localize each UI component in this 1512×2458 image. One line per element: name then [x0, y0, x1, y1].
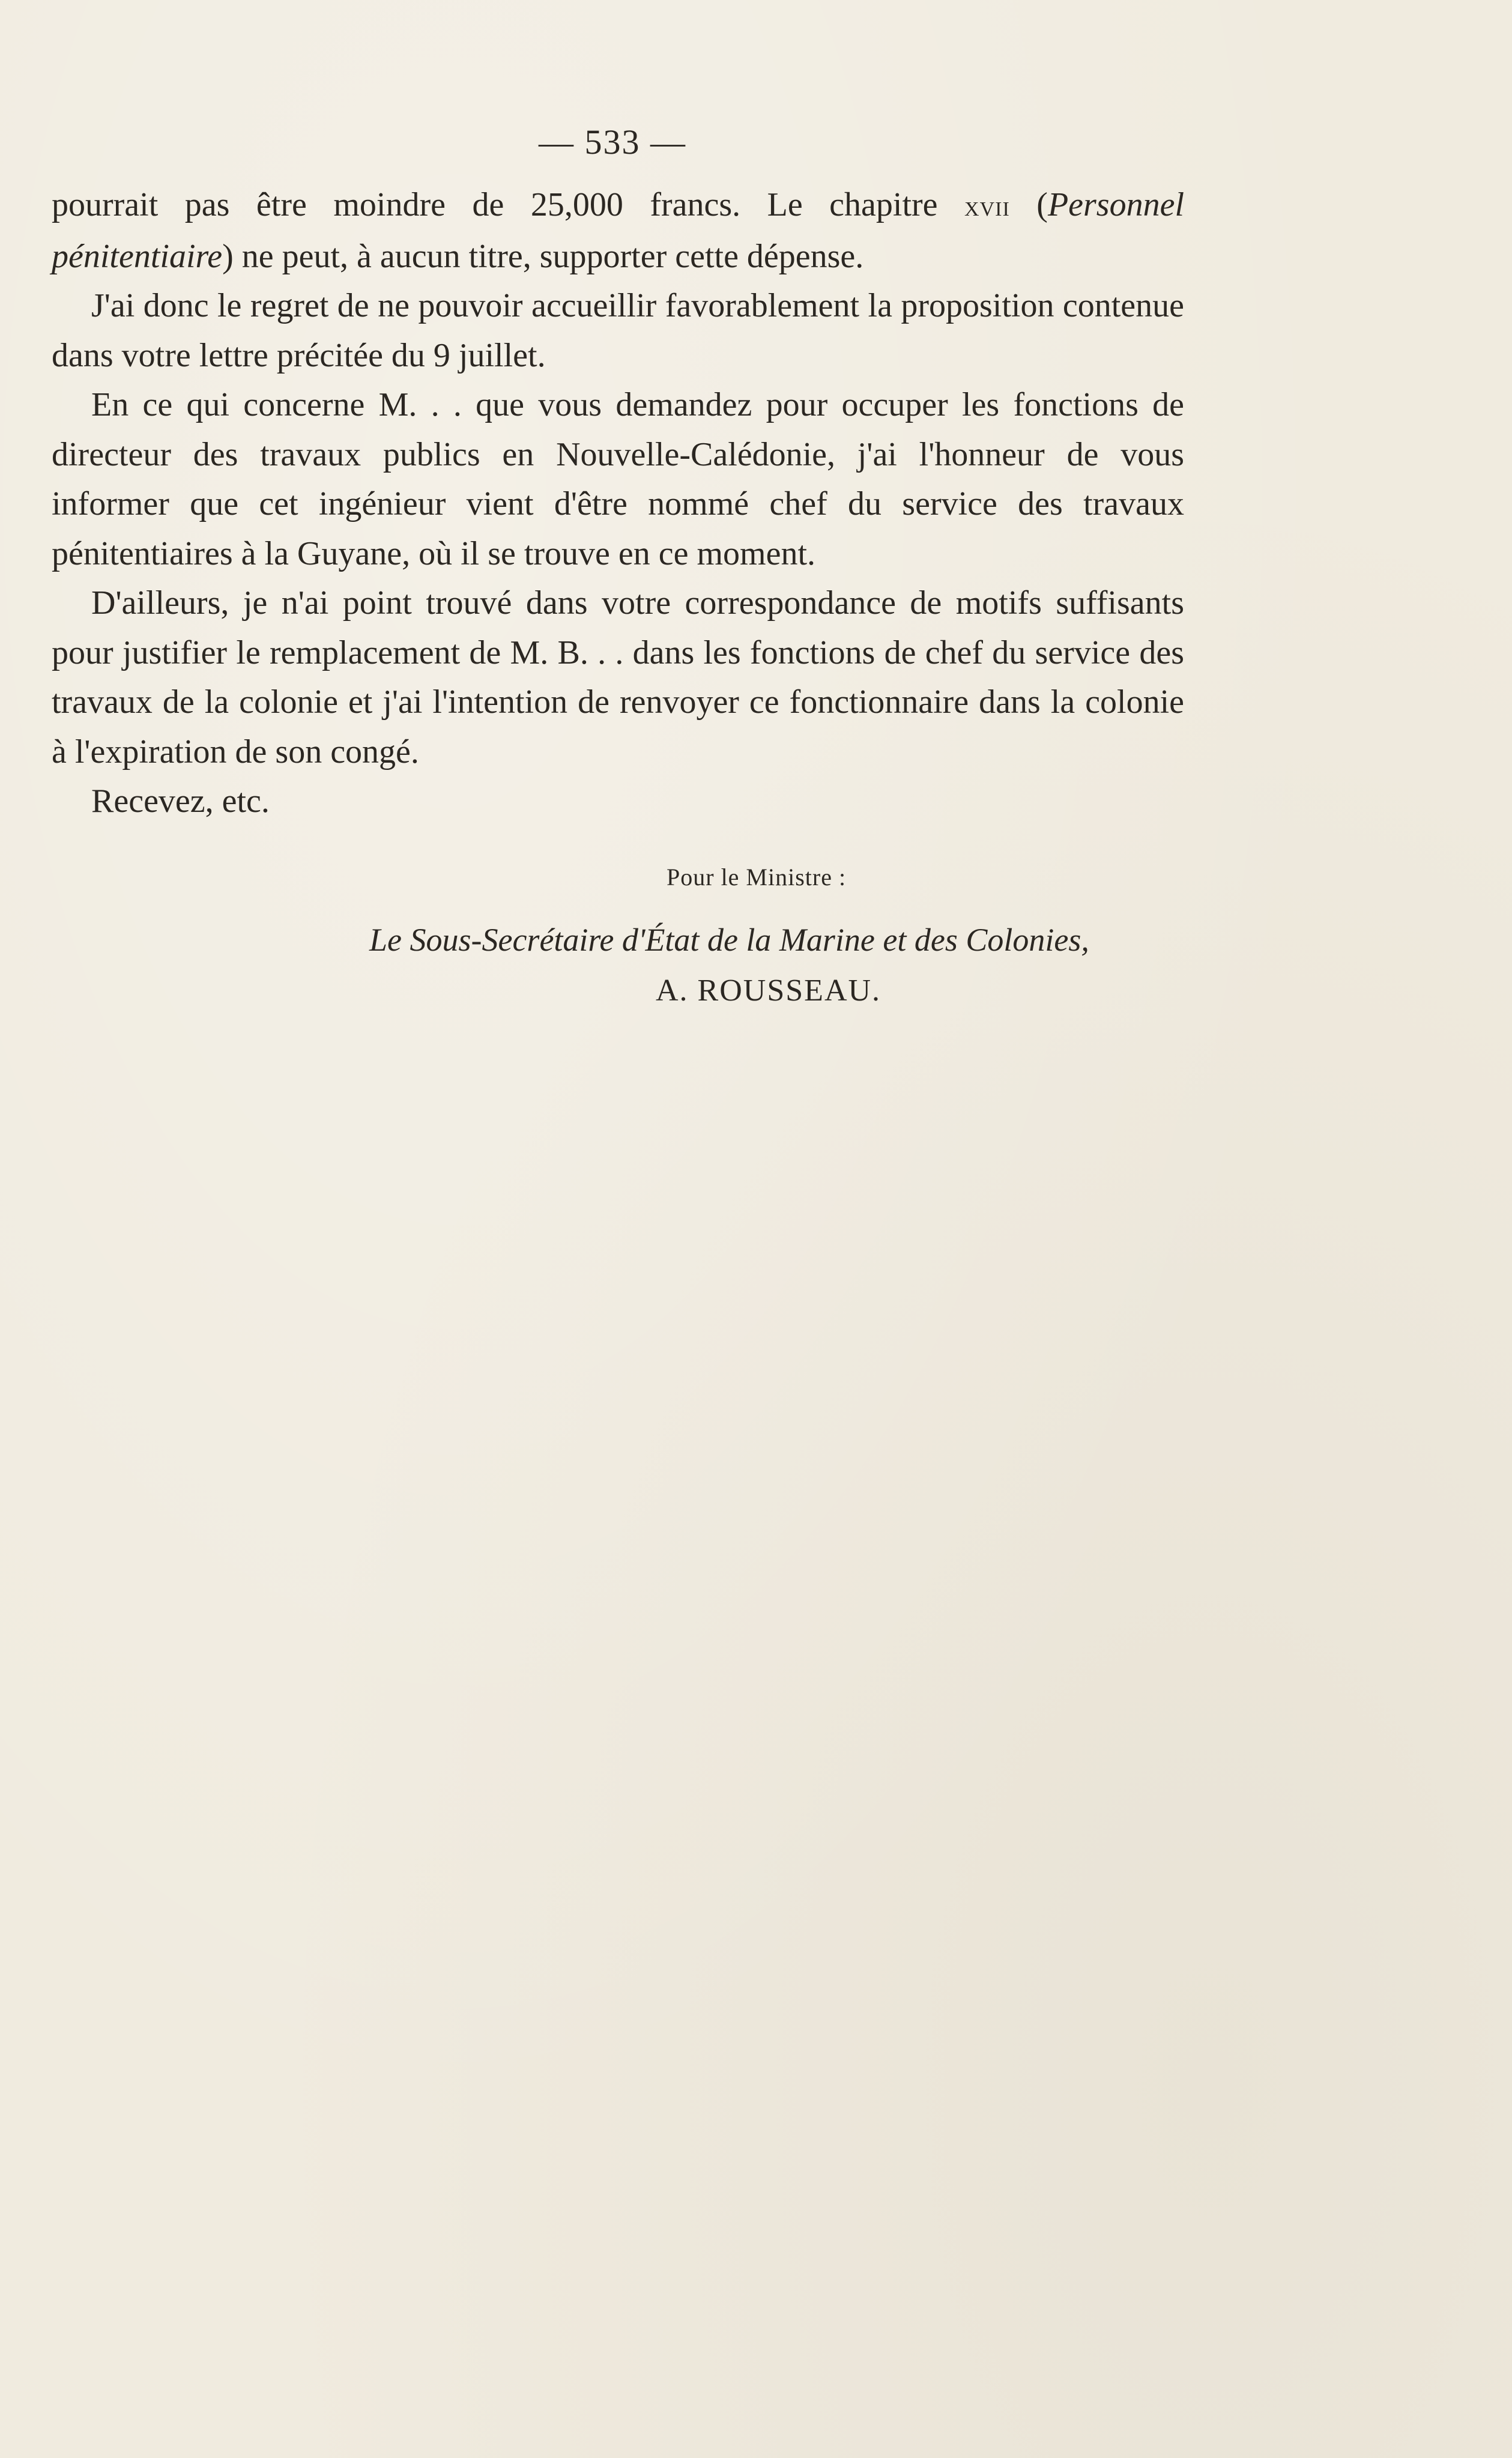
signature-name: A. ROUSSEAU.	[656, 973, 881, 1008]
paragraph-1-text: pourrait pas être moindre de 25,000 francs. Le chapitre	[52, 186, 965, 223]
paragraph-3-text: En ce qui concerne M. . . que vous demandez pour occuper les fonctions de directeur des travaux publics en Nouvelle-Calédonie, j'ai l'honneur de vous informer que cet ingénieur vient d'être nommé chef du service des travaux pénitentiaires à la Guyane, où il se trouve en ce moment.	[52, 386, 1184, 572]
page-number: — 533 —	[539, 123, 686, 162]
paragraph-2	[52, 281, 1184, 380]
closing-formula: Recevez, etc.	[91, 783, 270, 820]
paragraph-3	[52, 380, 1184, 578]
signature-title: Le Sous-Secrétaire d'État de la Marine et des Colonies,	[369, 922, 1089, 958]
paragraph-4-text: D'ailleurs, je n'ai point trouvé dans votre correspondance de motifs suffisants pour justifier le remplacement de M. B. . . dans les fonctions de chef du service des travaux de la colonie et j'ai l'intention de renvoyer ce fonctionnaire dans la colonie à l'expiration de son congé.	[52, 584, 1184, 770]
paragraph-1-end: ) ne peut, à aucun titre, supporter cette dépense.	[222, 237, 864, 275]
letter-body	[52, 180, 1184, 826]
paragraph-2-text: J'ai donc le regret de ne pouvoir accueillir favorablement la proposition contenue dans votre lettre précitée du 9 juillet.	[52, 287, 1184, 374]
paragraph-4	[52, 578, 1184, 776]
chapter-title: Personnel pénitentiaire	[52, 186, 1184, 275]
paragraph-1	[52, 180, 1184, 281]
open-paren: (	[1009, 186, 1048, 223]
chapter-numeral: xvii	[964, 190, 1010, 222]
signature-intro: Pour le Ministre :	[667, 864, 847, 891]
